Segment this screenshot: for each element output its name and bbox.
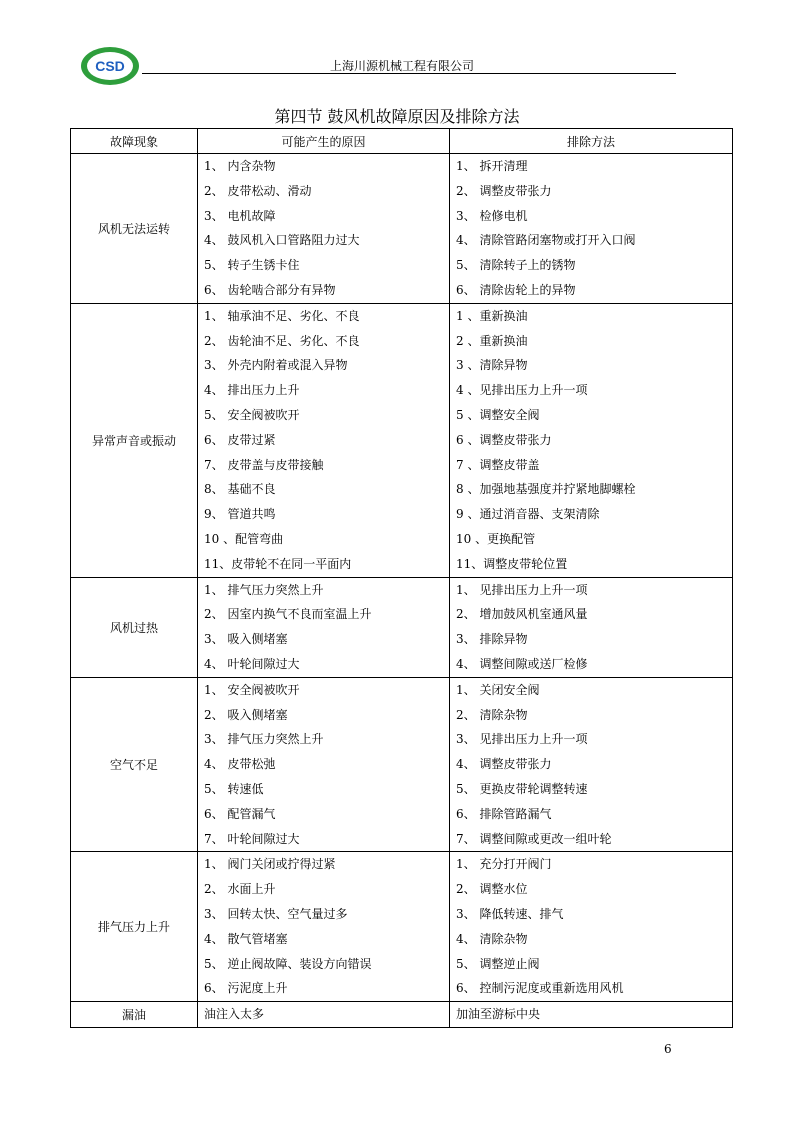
cause-line: 4、 皮带松弛: [204, 757, 276, 772]
cause-line: 2、 因室内换气不良而室温上升: [204, 607, 372, 622]
remedy-line: 9 、通过消音器、支架清除: [456, 507, 600, 522]
cause-line: 4、 散气管堵塞: [204, 931, 288, 946]
cause-line: 5、 逆止阀故障、装设方向错误: [204, 956, 372, 971]
cause-line: 2、 齿轮油不足、劣化、不良: [204, 333, 360, 348]
cause-line: 3、 回转太快、空气量过多: [204, 906, 348, 921]
header-causes: 可能产生的原因: [198, 129, 450, 154]
remedy-line: 10 、更换配管: [456, 531, 536, 546]
table-row: [71, 303, 733, 577]
causes-cell: [198, 154, 450, 304]
table-row: [71, 577, 733, 677]
cause-line: 2、 皮带松动、滑动: [204, 183, 312, 198]
remedies-cell: [450, 1002, 733, 1028]
fault-table: [70, 128, 733, 1028]
fault-phenomenon: 异常声音或振动: [71, 303, 198, 577]
cause-line: 7、 叶轮间隙过大: [204, 831, 300, 846]
cause-line: 3、 排气压力突然上升: [204, 732, 324, 747]
cause-line: 1、 排气压力突然上升: [204, 582, 324, 597]
cause-line: 6、 污泥度上升: [204, 981, 288, 996]
remedy-line: 5 、调整安全阀: [456, 407, 540, 422]
cause-line: 2、 水面上升: [204, 882, 276, 897]
cause-line: 10 、配管弯曲: [204, 531, 284, 546]
remedy-line: 3、 检修电机: [456, 208, 528, 223]
remedy-line: 1、 充分打开阀门: [456, 857, 552, 872]
remedy-line: 2 、重新换油: [456, 333, 528, 348]
cause-line: 4、 排出压力上升: [204, 383, 300, 398]
cause-line: 5、 转子生锈卡住: [204, 258, 300, 273]
remedy-line: 加油至游标中央: [456, 1007, 541, 1022]
remedy-line: 4、 调整间隙或送厂检修: [456, 656, 588, 671]
remedy-line: 2、 清除杂物: [456, 707, 528, 722]
cause-line: 7、 皮带盖与皮带接触: [204, 457, 324, 472]
remedy-line: 3 、清除异物: [456, 358, 528, 373]
header-remedies: 排除方法: [450, 129, 733, 154]
remedy-line: 6、 清除齿轮上的异物: [456, 282, 576, 297]
cause-line: 11、皮带轮不在同一平面内: [204, 556, 352, 571]
remedy-line: 4、 清除管路闭塞物或打开入口阀: [456, 233, 636, 248]
fault-phenomenon: 空气不足: [71, 677, 198, 852]
remedies-cell: [450, 577, 733, 677]
fault-phenomenon: 风机无法运转: [71, 154, 198, 304]
remedy-line: 8 、加强地基强度并拧紧地脚螺栓: [456, 482, 636, 497]
cause-line: 1、 轴承油不足、劣化、不良: [204, 308, 360, 323]
table-row: [71, 852, 733, 1002]
remedy-line: 7 、调整皮带盖: [456, 457, 540, 472]
remedy-line: 3、 排除异物: [456, 632, 528, 647]
remedy-line: 2、 增加鼓风机室通风量: [456, 607, 588, 622]
logo-lettering: CSD: [95, 58, 125, 74]
fault-phenomenon: 风机过热: [71, 577, 198, 677]
table-row: [71, 154, 733, 304]
cause-line: 6、 皮带过紧: [204, 432, 276, 447]
remedy-line: 6 、调整皮带张力: [456, 432, 552, 447]
remedy-line: 11、调整皮带轮位置: [456, 556, 568, 571]
cause-line: 4、 鼓风机入口管路阻力过大: [204, 233, 360, 248]
remedy-line: 7、 调整间隙或更改一组叶轮: [456, 831, 612, 846]
cause-line: 6、 齿轮啮合部分有异物: [204, 282, 336, 297]
remedy-line: 5、 更换皮带轮调整转速: [456, 781, 588, 796]
cause-line: 3、 外壳内附着或混入异物: [204, 358, 348, 373]
remedies-cell: [450, 677, 733, 852]
remedy-line: 5、 清除转子上的锈物: [456, 258, 576, 273]
cause-line: 3、 电机故障: [204, 208, 276, 223]
section-title: 第四节 鼓风机故障原因及排除方法: [274, 107, 520, 126]
remedies-cell: [450, 303, 733, 577]
remedy-line: 1 、重新换油: [456, 308, 528, 323]
remedies-cell: [450, 154, 733, 304]
company-logo: [80, 46, 140, 86]
causes-cell: [198, 303, 450, 577]
fault-phenomenon: 排气压力上升: [71, 852, 198, 1002]
cause-line: 1、 阀门关闭或拧得过紧: [204, 857, 336, 872]
remedy-line: 1、 见排出压力上升一项: [456, 582, 588, 597]
cause-line: 5、 转速低: [204, 781, 264, 796]
remedies-cell: [450, 852, 733, 1002]
table-row: [71, 677, 733, 852]
cause-line: 油注入太多: [204, 1007, 265, 1022]
remedy-line: 2、 调整皮带张力: [456, 183, 552, 198]
cause-line: 8、 基础不良: [204, 482, 276, 497]
cause-line: 2、 吸入侧堵塞: [204, 707, 288, 722]
cause-line: 5、 安全阀被吹开: [204, 407, 300, 422]
table-header-row: [71, 129, 733, 154]
remedy-line: 5、 调整逆止阀: [456, 956, 540, 971]
remedy-line: 4、 调整皮带张力: [456, 757, 552, 772]
remedy-line: 4 、见排出压力上升一项: [456, 383, 588, 398]
remedy-line: 6、 控制污泥度或重新选用风机: [456, 981, 624, 996]
remedy-line: 1、 拆开清理: [456, 159, 528, 173]
cause-line: 4、 叶轮间隙过大: [204, 656, 300, 671]
header-divider: [142, 73, 676, 74]
remedy-line: 2、 调整水位: [456, 882, 528, 897]
causes-cell: [198, 677, 450, 852]
causes-cell: [198, 577, 450, 677]
cause-line: 3、 吸入侧堵塞: [204, 632, 288, 647]
remedy-line: 4、 清除杂物: [456, 931, 528, 946]
remedy-line: 3、 见排出压力上升一项: [456, 732, 588, 747]
table-row: [71, 1002, 733, 1028]
cause-line: 6、 配管漏气: [204, 806, 276, 821]
causes-cell: [198, 852, 450, 1002]
cause-line: 1、 安全阀被吹开: [204, 682, 300, 697]
remedy-line: 6、 排除管路漏气: [456, 806, 552, 821]
remedy-line: 1、 关闭安全阀: [456, 682, 540, 697]
page-number: 6: [664, 1042, 672, 1056]
cause-line: 9、 管道共鸣: [204, 507, 276, 522]
causes-cell: [198, 1002, 450, 1028]
company-name: 上海川源机械工程有限公司: [330, 59, 475, 73]
cause-line: 1、 内含杂物: [204, 159, 276, 173]
fault-phenomenon: 漏油: [71, 1002, 198, 1028]
remedy-line: 3、 降低转速、排气: [456, 906, 564, 921]
header-phenomenon: 故障现象: [71, 129, 198, 154]
